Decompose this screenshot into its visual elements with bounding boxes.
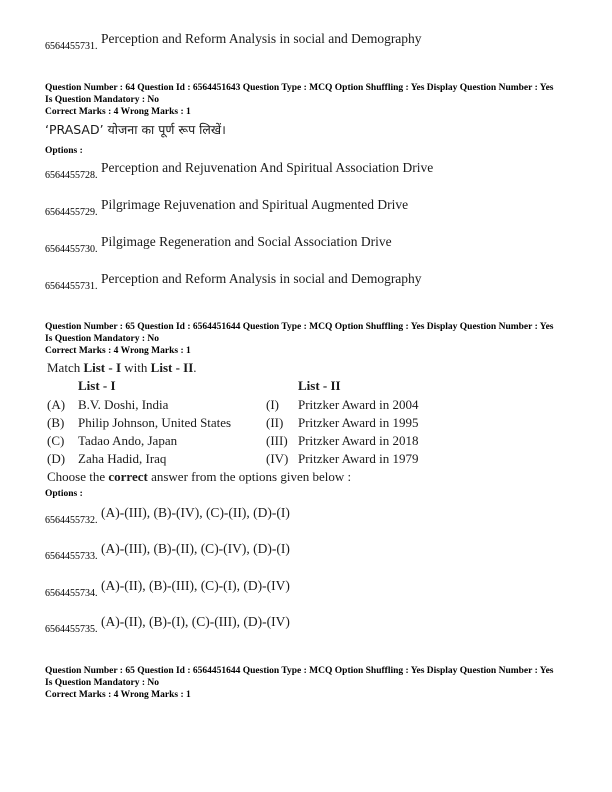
option-id: 6564455733. xyxy=(45,551,98,562)
question-mandatory: Is Question Mandatory : No xyxy=(45,334,160,344)
row-item: Philip Johnson, United States xyxy=(78,415,232,430)
row-label: (D) xyxy=(47,451,66,466)
question-marks: Correct Marks : 4 Wrong Marks : 1 xyxy=(45,690,191,700)
option-id: 6564455731. xyxy=(45,41,98,52)
row-label: (IV) xyxy=(266,451,289,466)
option-text: (A)-(II), (B)-(III), (C)-(I), (D)-(IV) xyxy=(101,578,290,593)
row-item: Tadao Ando, Japan xyxy=(78,433,178,448)
row-item: Zaha Hadid, Iraq xyxy=(78,451,167,466)
row-label: (A) xyxy=(47,397,66,412)
option-id: 6564455731. xyxy=(45,281,98,292)
row-label: (II) xyxy=(266,415,284,430)
option-text: Perception and Rejuvenation And Spiritual Association Drive xyxy=(101,160,434,175)
option-text: (A)-(II), (B)-(I), (C)-(III), (D)-(IV) xyxy=(101,614,290,629)
option-id: 6564455730. xyxy=(45,244,98,255)
option-text: (A)-(III), (B)-(IV), (C)-(II), (D)-(I) xyxy=(101,505,290,520)
list-1-header: List - I xyxy=(78,378,116,393)
row-item: Pritzker Award in 2018 xyxy=(298,433,419,448)
row-item: Pritzker Award in 2004 xyxy=(298,397,419,412)
option-text: (A)-(III), (B)-(II), (C)-(IV), (D)-(I) xyxy=(101,541,290,556)
question-marks: Correct Marks : 4 Wrong Marks : 1 xyxy=(45,107,191,117)
question-mandatory: Is Question Mandatory : No xyxy=(45,678,160,688)
row-label: (I) xyxy=(266,397,279,412)
row-item: Pritzker Award in 1995 xyxy=(298,415,419,430)
option-text: Perception and Reform Analysis in social and Demography xyxy=(101,31,422,46)
option-id: 6564455732. xyxy=(45,515,98,526)
options-label: Options : xyxy=(45,146,83,156)
options-label: Options : xyxy=(45,489,83,499)
question-mandatory: Is Question Mandatory : No xyxy=(45,95,160,105)
choose-instruction: Choose the correct answer from the options given below : xyxy=(47,469,352,484)
question-text: Match List - I with List - II. xyxy=(47,360,197,375)
option-id: 6564455728. xyxy=(45,170,98,181)
list-2-header: List - II xyxy=(298,378,341,393)
row-item: B.V. Doshi, India xyxy=(78,397,169,412)
question-meta: Question Number : 65 Question Id : 6564451644 Question Type : MCQ Option Shuffling : Yes Display Question Number : Yes xyxy=(45,322,554,332)
question-marks: Correct Marks : 4 Wrong Marks : 1 xyxy=(45,346,191,356)
option-text: Pilgimage Regeneration and Social Association Drive xyxy=(101,234,392,249)
option-id: 6564455729. xyxy=(45,207,98,218)
option-id: 6564455734. xyxy=(45,588,98,599)
row-item: Pritzker Award in 1979 xyxy=(298,451,419,466)
question-text: ‘PRASAD’ योजना का पूर्ण रूप लिखें। xyxy=(45,122,226,137)
row-label: (III) xyxy=(266,433,288,448)
option-text: Pilgrimage Rejuvenation and Spiritual Augmented Drive xyxy=(101,197,409,212)
option-text: Perception and Reform Analysis in social and Demography xyxy=(101,271,422,286)
question-meta: Question Number : 65 Question Id : 6564451644 Question Type : MCQ Option Shuffling : Yes Display Question Number : Yes xyxy=(45,666,554,676)
row-label: (B) xyxy=(47,415,65,430)
row-label: (C) xyxy=(47,433,65,448)
option-id: 6564455735. xyxy=(45,624,98,635)
question-meta: Question Number : 64 Question Id : 6564451643 Question Type : MCQ Option Shuffling : Yes Display Question Number : Yes xyxy=(45,83,554,93)
